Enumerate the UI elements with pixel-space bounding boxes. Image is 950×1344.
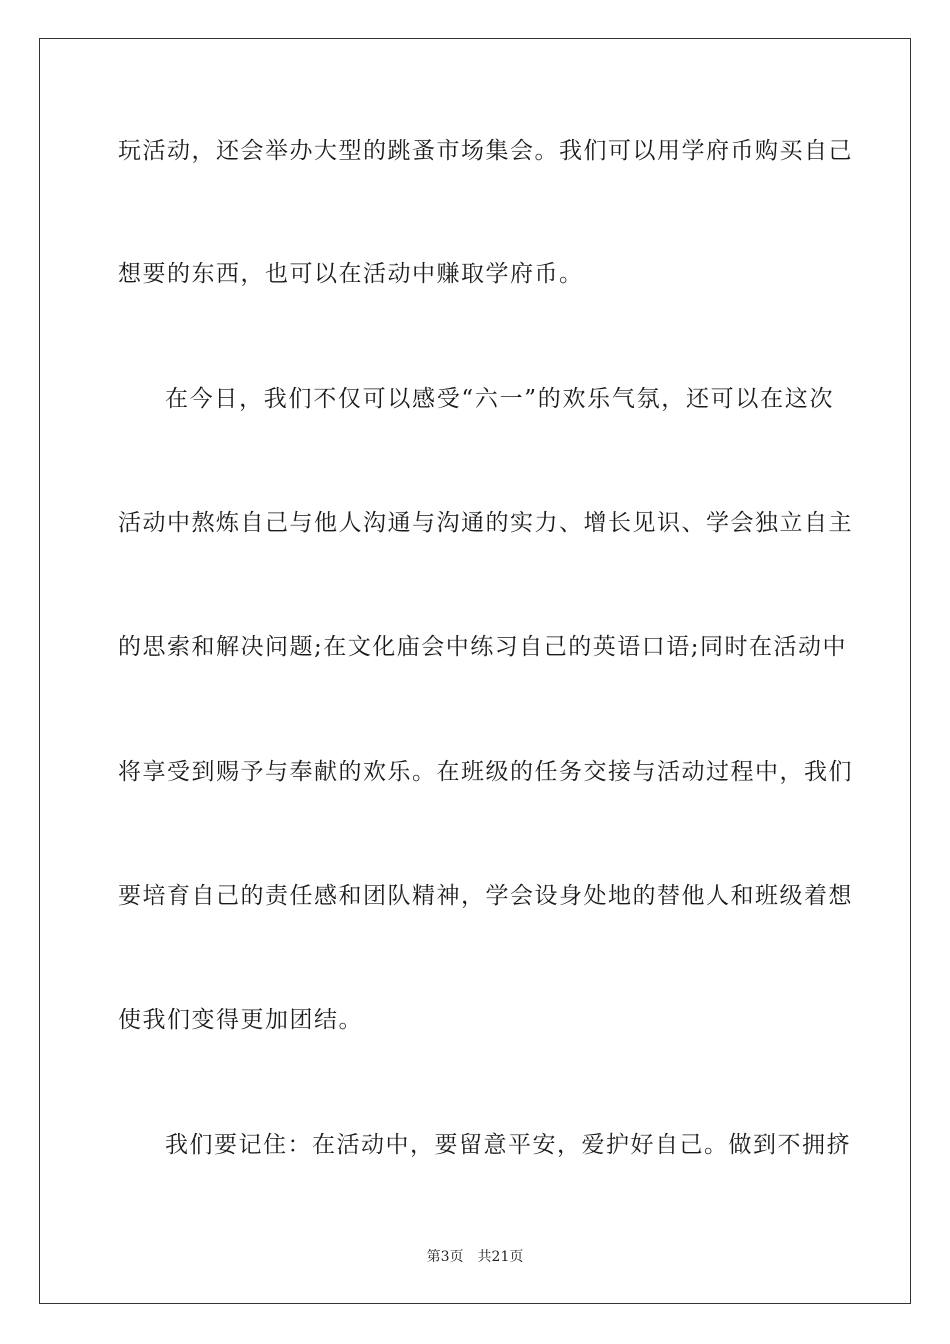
body-text-line: 要培育自己的责任感和团队精神，学会设身处地的替他人和班级着想	[118, 883, 853, 909]
body-text-line: 的思索和解决问题;在文化庙会中练习自己的英语口语;同时在活动中	[118, 634, 847, 660]
body-text-line: 将享受到赐予与奉献的欢乐。在班级的任务交接与活动过程中，我们	[118, 759, 853, 785]
page-footer	[0, 1248, 950, 1266]
page-border	[39, 38, 911, 1304]
body-text-line: 活动中熬炼自己与他人沟通与沟通的实力、增长见识、学会独立自主	[118, 510, 853, 536]
total-pages: 共21页	[477, 1249, 524, 1265]
body-text-line: 想要的东西，也可以在活动中赚取学府币。	[118, 261, 584, 287]
body-text-line: 使我们变得更加团结。	[118, 1007, 363, 1033]
paragraph-first-line: 我们要记住：在活动中，要留意平安，爱护好自己。做到不拥挤	[165, 1132, 851, 1158]
body-text-line: 玩活动，还会举办大型的跳蚤市场集会。我们可以用学府币购买自己	[118, 138, 853, 164]
paragraph-first-line: 在今日，我们不仅可以感受“六一”的欢乐气氛，还可以在这次	[165, 386, 834, 412]
page-number: 第3页	[426, 1249, 464, 1265]
